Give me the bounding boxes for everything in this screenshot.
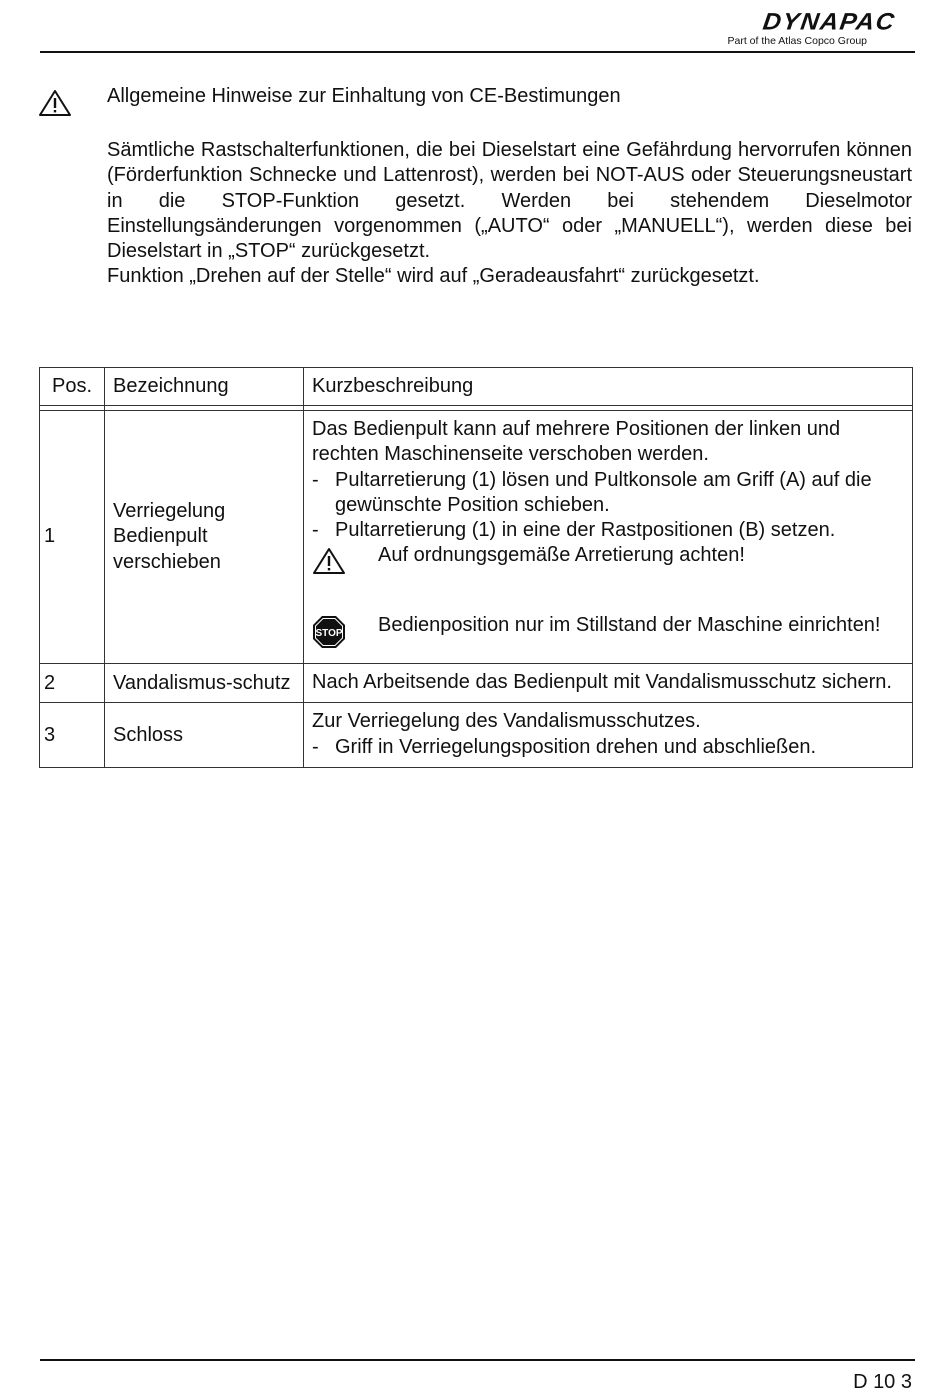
notice-paragraph: Funktion „Drehen auf der Stelle“ wird auf „Geradeausfahrt“ zurückgesetzt. xyxy=(107,265,760,288)
footer-rule xyxy=(40,1359,915,1361)
notice-body xyxy=(107,138,912,290)
warning-triangle-icon xyxy=(38,89,72,117)
warning-text: Auf ordnungsgemäße Arretierung achten! xyxy=(378,544,745,567)
brand-tagline: Part of the Atlas Copco Group xyxy=(727,35,867,47)
step-item xyxy=(312,735,904,760)
stop-icon-wrap xyxy=(312,613,378,656)
step-item xyxy=(312,468,904,519)
step-text: Pultarretierung (1) in eine der Rastpositionen (B) setzen. xyxy=(335,519,836,542)
warning-note xyxy=(312,543,904,582)
table-row xyxy=(40,703,913,768)
row-pos: 3 xyxy=(40,703,105,768)
row-pos: 1 xyxy=(40,411,105,664)
row-intro: Zur Verriegelung des Vandalismusschutzes. xyxy=(312,710,701,733)
table-row xyxy=(40,664,913,703)
step-text: Griff in Verriegelungsposition drehen und abschließen. xyxy=(335,735,817,758)
stop-note xyxy=(312,613,904,656)
page-number: D 10 3 xyxy=(853,1371,912,1393)
notice-paragraph: Sämtliche Rastschalterfunktionen, die bei Dieselstart eine Gefährdung hervorrufen können (Förderfunktion Schnecke und Lattenrost), werden bei NOT-AUS oder Steuerungsneustart in die STOP-Funktion gesetzt. Werden bei stehendem Dieselmotor Einstellungsänderungen vorgenommen („AUTO“ oder „MANUELL“), werden diese bei Dieselstart in „STOP“ zurückgesetzt. xyxy=(107,139,912,263)
step-marker: - xyxy=(312,468,319,491)
row-name-text: Schloss xyxy=(113,723,184,746)
warning-triangle-icon xyxy=(312,547,346,575)
row-description xyxy=(304,411,913,664)
brand-name: DYNAPAC xyxy=(760,8,897,36)
row-name xyxy=(105,411,304,664)
stop-sign-icon xyxy=(312,615,346,649)
row-description xyxy=(304,703,913,768)
row-name-text: Verriegelung Bedienpult verschieben xyxy=(113,500,226,573)
table-row xyxy=(40,411,913,664)
warning-icon-wrap xyxy=(312,543,378,582)
header-name: Bezeichnung xyxy=(105,368,304,406)
row-name xyxy=(105,703,304,768)
parts-table xyxy=(39,367,913,768)
row-name xyxy=(105,664,304,703)
step-text: Pultarretierung (1) lösen und Pultkonsole am Griff (A) auf die gewünschte Position schieben. xyxy=(335,468,872,516)
stop-text: Bedienposition nur im Stillstand der Maschine einrichten! xyxy=(378,613,881,636)
step-marker: - xyxy=(312,735,319,758)
step-item xyxy=(312,518,904,543)
step-marker: - xyxy=(312,519,319,542)
dynapac-logo xyxy=(683,4,905,48)
notice-heading: Allgemeine Hinweise zur Einhaltung von CE-Bestimungen xyxy=(107,85,621,107)
row-pos: 2 xyxy=(40,664,105,703)
stop-sign-label: STOP xyxy=(315,627,343,639)
header-description: Kurzbeschreibung xyxy=(304,368,913,406)
row-intro: Nach Arbeitsende das Bedienpult mit Vandalismusschutz sichern. xyxy=(312,671,892,694)
header-pos: Pos. xyxy=(40,368,105,406)
header-rule xyxy=(40,51,915,53)
row-description xyxy=(304,664,913,703)
row-name-text: Vandalismus-schutz xyxy=(113,671,291,694)
table-header-row xyxy=(40,368,913,406)
row-intro: Das Bedienpult kann auf mehrere Positionen der linken und rechten Maschinenseite verschoben werden. xyxy=(312,418,841,466)
